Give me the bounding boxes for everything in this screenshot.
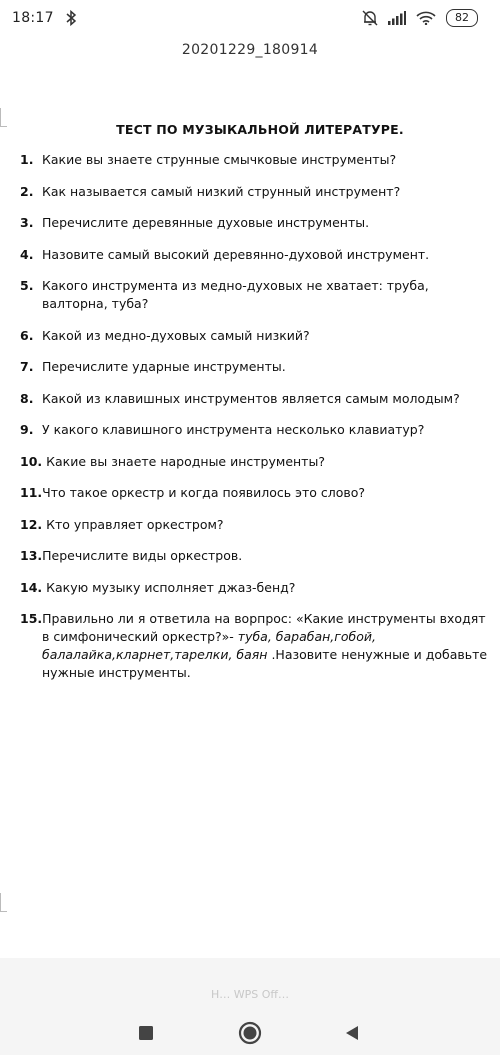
question-text: Какую музыку исполняет джаз-бенд?	[46, 579, 296, 595]
back-triangle-icon	[344, 1025, 360, 1041]
list-item	[0, 246, 500, 264]
list-item	[0, 579, 500, 597]
bluetooth-icon	[64, 9, 78, 27]
list-item	[0, 183, 500, 201]
question-text: Правильно ли я ответила на ворпрос: «Какие инструменты входят в симфонический оркестр?»-	[42, 611, 486, 644]
question-text: Как называется самый низкий струнный инструмент?	[42, 183, 401, 199]
question-text: У какого клавишного инструмента несколько клавиатур?	[42, 422, 425, 437]
list-item	[0, 327, 500, 345]
question-number: 13.	[20, 548, 43, 563]
list-item	[0, 358, 500, 376]
question-number: 1.	[20, 152, 34, 167]
question-list	[0, 151, 500, 682]
signal-icon	[388, 11, 406, 25]
page-corner-marker	[0, 893, 7, 912]
question-number: 3.	[20, 215, 34, 230]
battery-icon: 82	[446, 9, 478, 27]
list-item	[0, 277, 500, 313]
status-bar	[0, 0, 500, 38]
question-number: 6.	[20, 327, 34, 343]
document-page[interactable]	[0, 118, 500, 696]
question-number: 4.	[20, 246, 34, 262]
question-text: Назовите самый высокий деревянно-духовой инструмент.	[42, 246, 430, 262]
question-number: 7.	[20, 359, 34, 374]
question-number: 15.	[20, 611, 43, 626]
navigation-bar	[0, 1013, 500, 1053]
question-text-italic: туба, барабан,гобой, балалайка,кларнет,тарелки, баян	[42, 629, 376, 662]
question-text: Какие вы знаете струнные смычковые инструменты?	[42, 152, 397, 167]
question-text: Кто управляет оркестром?	[46, 516, 224, 532]
question-text: Перечислите ударные инструменты.	[42, 359, 286, 374]
question-number: 10.	[20, 453, 43, 469]
list-item	[0, 547, 500, 565]
question-number: 2.	[20, 183, 34, 199]
question-number: 14.	[20, 579, 43, 595]
square-icon	[139, 1026, 153, 1040]
list-item	[0, 214, 500, 232]
question-number: 8.	[20, 390, 34, 406]
list-item	[0, 484, 500, 502]
status-time: 18:17	[12, 10, 54, 26]
list-item	[0, 610, 500, 682]
question-text: Какие вы знаете народные инструменты?	[46, 453, 325, 469]
question-text: Перечислите деревянные духовые инструменты.	[42, 215, 370, 230]
question-number: 11.	[20, 485, 43, 500]
question-text: Перечислите виды оркестров.	[42, 548, 243, 563]
recents-button[interactable]	[134, 1021, 158, 1045]
question-number: 12.	[20, 516, 43, 532]
question-text: Какого инструмента из медно-духовых не хватает: труба, валторна, туба?	[42, 278, 429, 311]
document-title: ТЕСТ ПО МУЗЫКАЛЬНОЙ ЛИТЕРАТУРЕ.	[116, 122, 404, 137]
question-text: Какой из клавишных инструментов является самым молодым?	[42, 390, 460, 406]
wifi-icon	[416, 11, 436, 25]
circle-icon	[238, 1021, 262, 1045]
app-caption: Н… WPS Off…	[211, 988, 289, 1001]
list-item	[0, 453, 500, 471]
list-item	[0, 516, 500, 534]
question-text: Что такое оркестр и когда появилось это слово?	[42, 485, 366, 500]
question-number: 5.	[20, 278, 34, 293]
list-item	[0, 421, 500, 439]
back-button[interactable]	[340, 1021, 364, 1045]
question-number: 9.	[20, 422, 34, 437]
status-icons	[362, 9, 478, 27]
bottom-bar	[0, 958, 500, 1055]
file-name: 20201229_180914	[181, 42, 319, 58]
home-button[interactable]	[238, 1021, 262, 1045]
mute-icon	[362, 9, 378, 27]
question-text: .Назовите ненужные и добавьте нужные инструменты.	[42, 647, 488, 680]
question-text: Какой из медно-духовых самый низкий?	[42, 327, 310, 343]
list-item	[0, 151, 500, 169]
list-item	[0, 390, 500, 408]
